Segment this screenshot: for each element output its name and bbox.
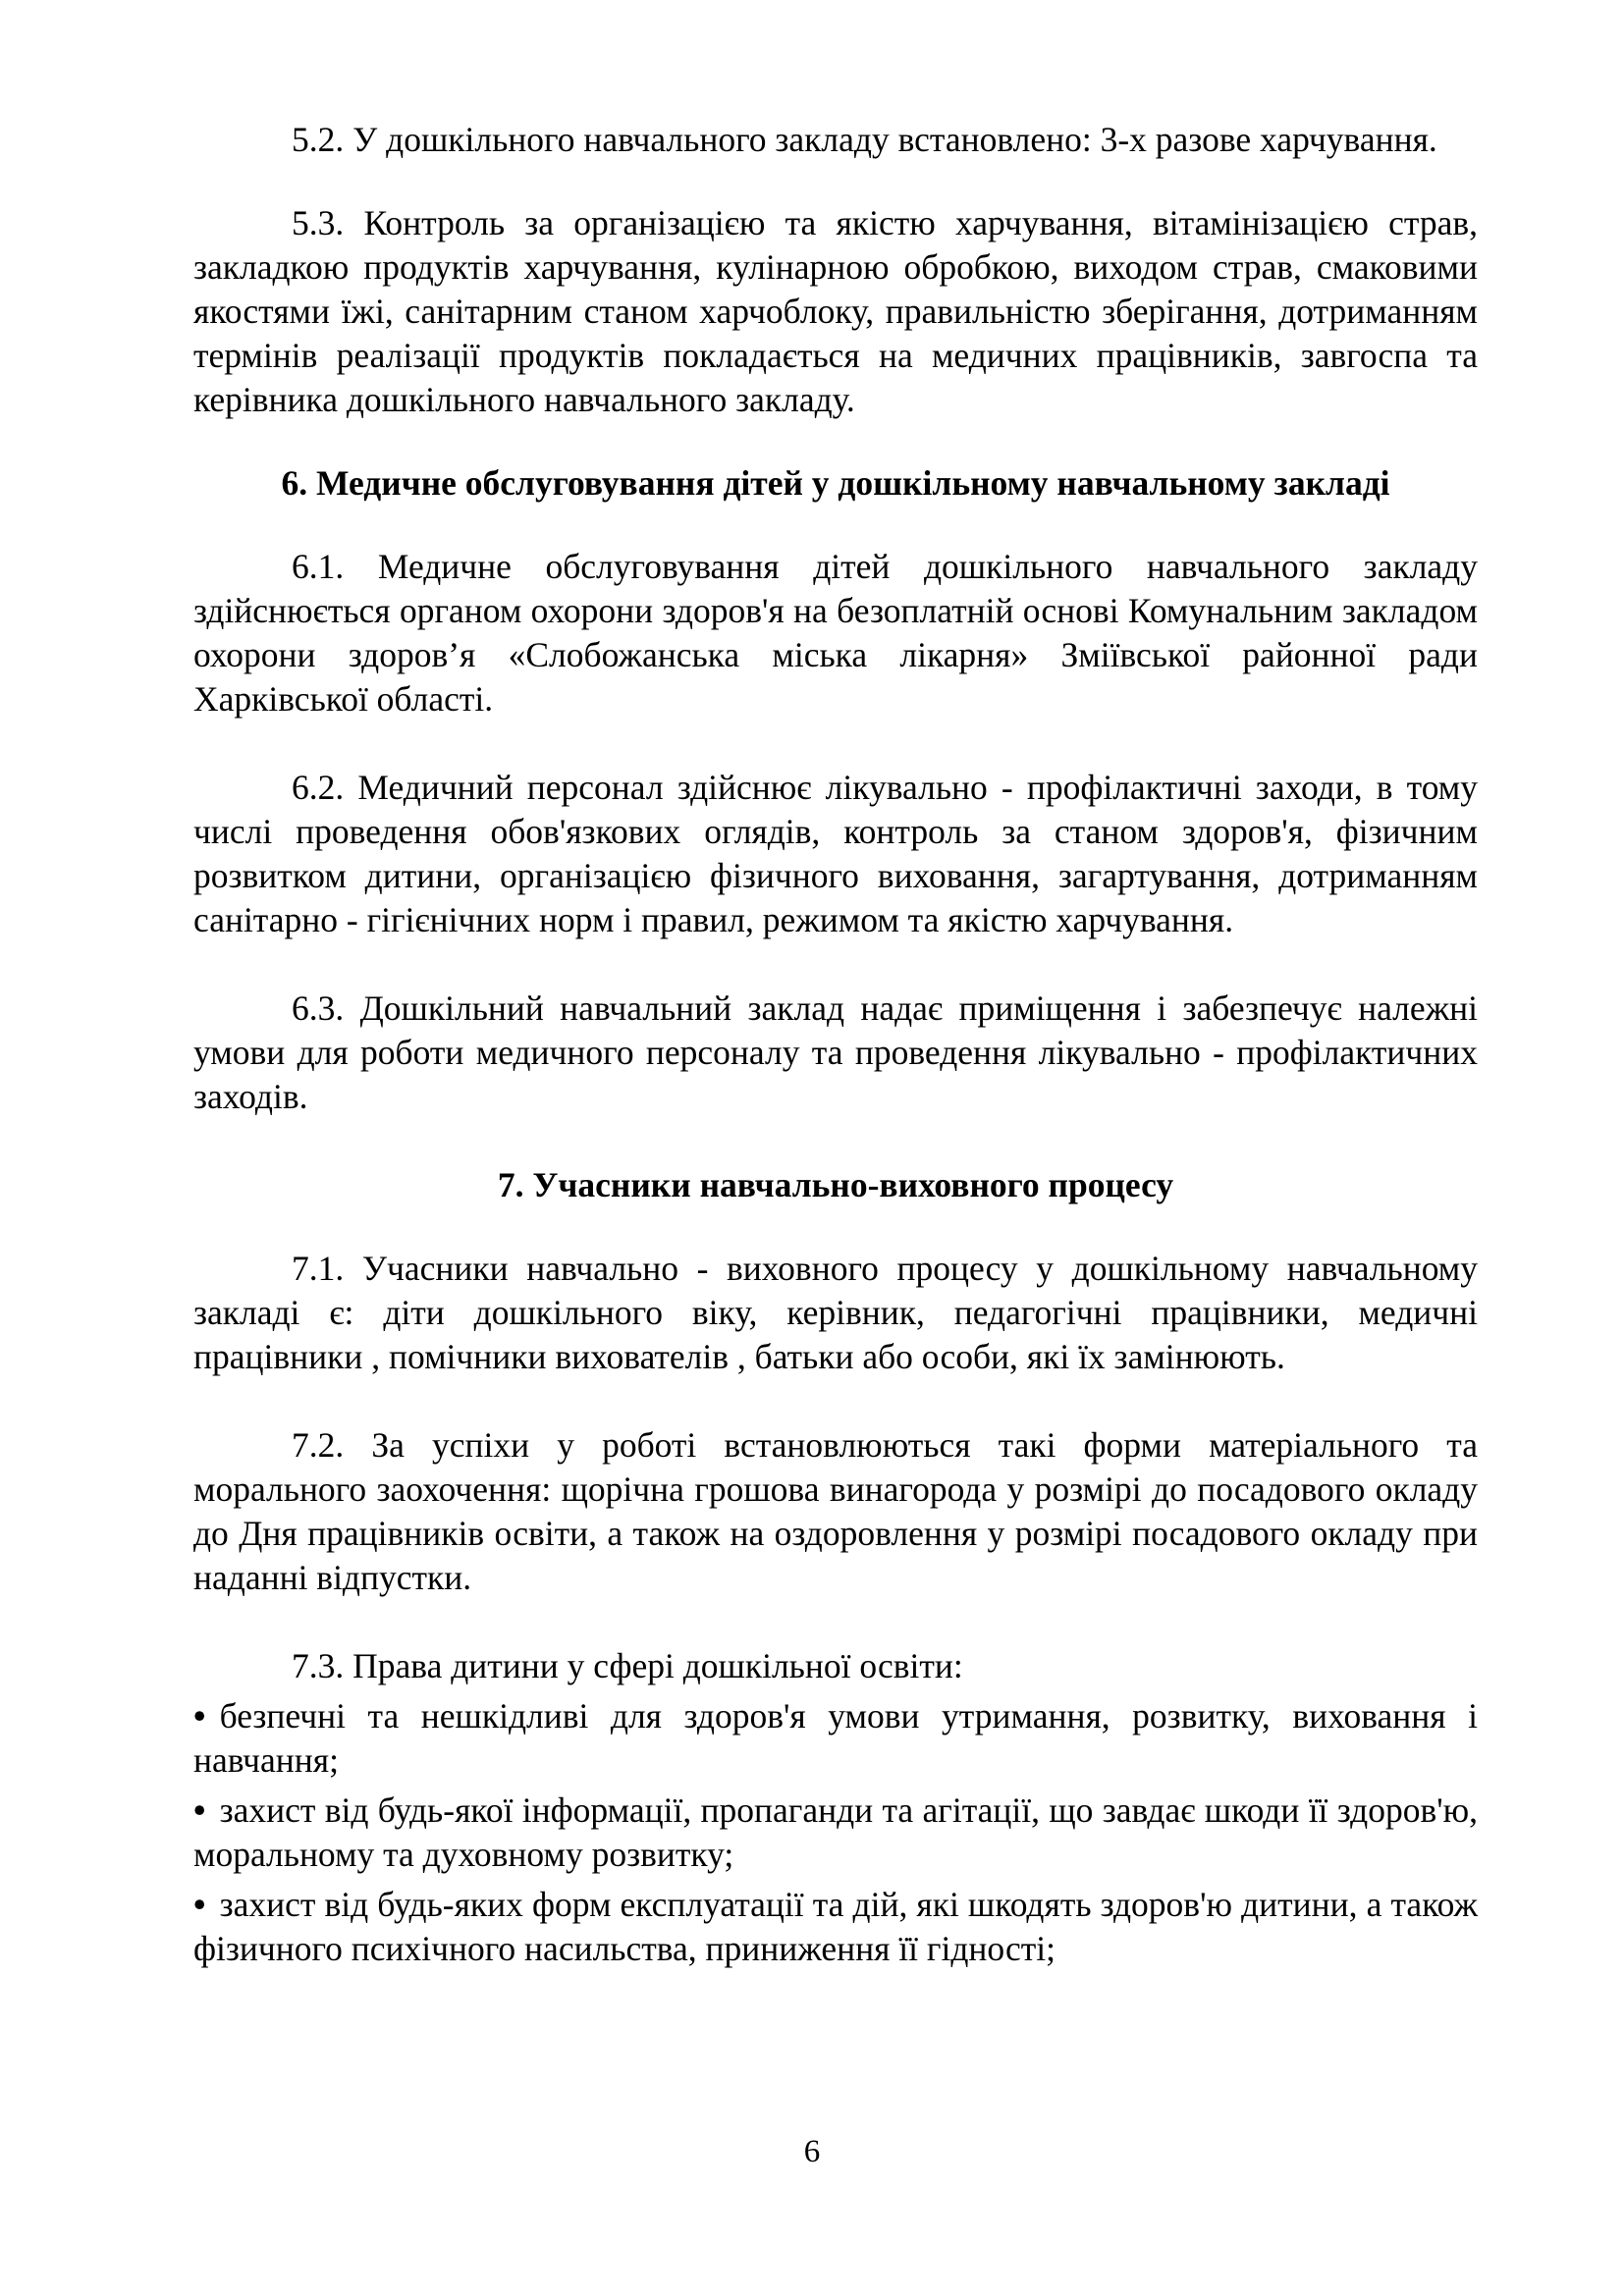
bullet-text: захист від будь-яких форм експлуатації та дій, які шкодять здоров'ю дитини, а також фізичного психічного насильства, приниження її гідності; [193,1885,1478,1968]
paragraph-6-1: 6.1. Медичне обслуговування дітей дошкільного навчального закладу здійснюється органом охорони здоров'я на безоплатній основі Комунальним закладом охорони здоров’я «Слобожанська міська лікарня» Зміївської районної ради Харківської області. [193,547,1478,719]
bullet-item [193,1694,1478,1783]
bullet-icon: • [193,1790,206,1830]
bullet-text: захист від будь-якої інформації, пропаганди та агітації, що завдає шкоди її здоров'ю, моральному та духовному розвитку; [193,1790,1478,1874]
section-heading-7: 7. Учасники навчально-виховного процесу [497,1165,1174,1204]
paragraph-6-3: 6.3. Дошкільний навчальний заклад надає приміщення і забезпечує належні умови для роботи медичного персоналу та проведення лікувально - профілактичних заходів. [193,988,1478,1116]
paragraph-7-1: 7.1. Учасники навчально - виховного процесу у дошкільному навчальному закладі є: діти дошкільного віку, керівник, педагогічні працівники, медичні працівники , помічники вихователів , батьки або особи, які їх замінюють. [193,1249,1478,1376]
section-heading-6: 6. Медичне обслуговування дітей у дошкільному навчальному закладі [281,463,1390,503]
bullet-item [193,1789,1478,1877]
bullet-icon: • [193,1696,206,1735]
bullet-item [193,1883,1478,1971]
page-number: 6 [803,2134,821,2169]
paragraph-5-2: 5.2. У дошкільного навчального закладу встановлено: 3-х разове харчування. [292,120,1437,159]
bullet-text: безпечні та нешкідливі для здоров'я умови утримання, розвитку, виховання і навчання; [193,1696,1478,1780]
paragraph-5-3: 5.3. Контроль за організацією та якістю харчування, вітамінізацією страв, закладкою продуктів харчування, кулінарною обробкою, виходом страв, смаковими якостями їжі, санітарним станом харчоблоку, правильністю зберігання, дотриманням термінів реалізації продуктів покладається на медичних працівників, завгоспа та керівника дошкільного навчального закладу. [193,203,1478,419]
paragraph-7-3: 7.3. Права дитини у сфері дошкільної освіти: [292,1646,963,1685]
document-body [193,118,1478,1971]
bullet-icon: • [193,1885,206,1924]
paragraph-7-2: 7.2. За успіхи у роботі встановлюються такі форми матеріального та морального заохочення: щорічна грошова винагорода у розмірі до посадового окладу до Дня працівників освіти, а також на оздоровлення у розмірі посадового окладу при наданні відпустки. [193,1425,1478,1597]
paragraph-6-2: 6.2. Медичний персонал здійснює лікувально - профілактичні заходи, в тому числі проведення обов'язкових оглядів, контроль за станом здоров'я, фізичним розвитком дитини, організацією фізичного виховання, загартування, дотриманням санітарно - гігієнічних норм і правил, режимом та якістю харчування. [193,768,1478,939]
